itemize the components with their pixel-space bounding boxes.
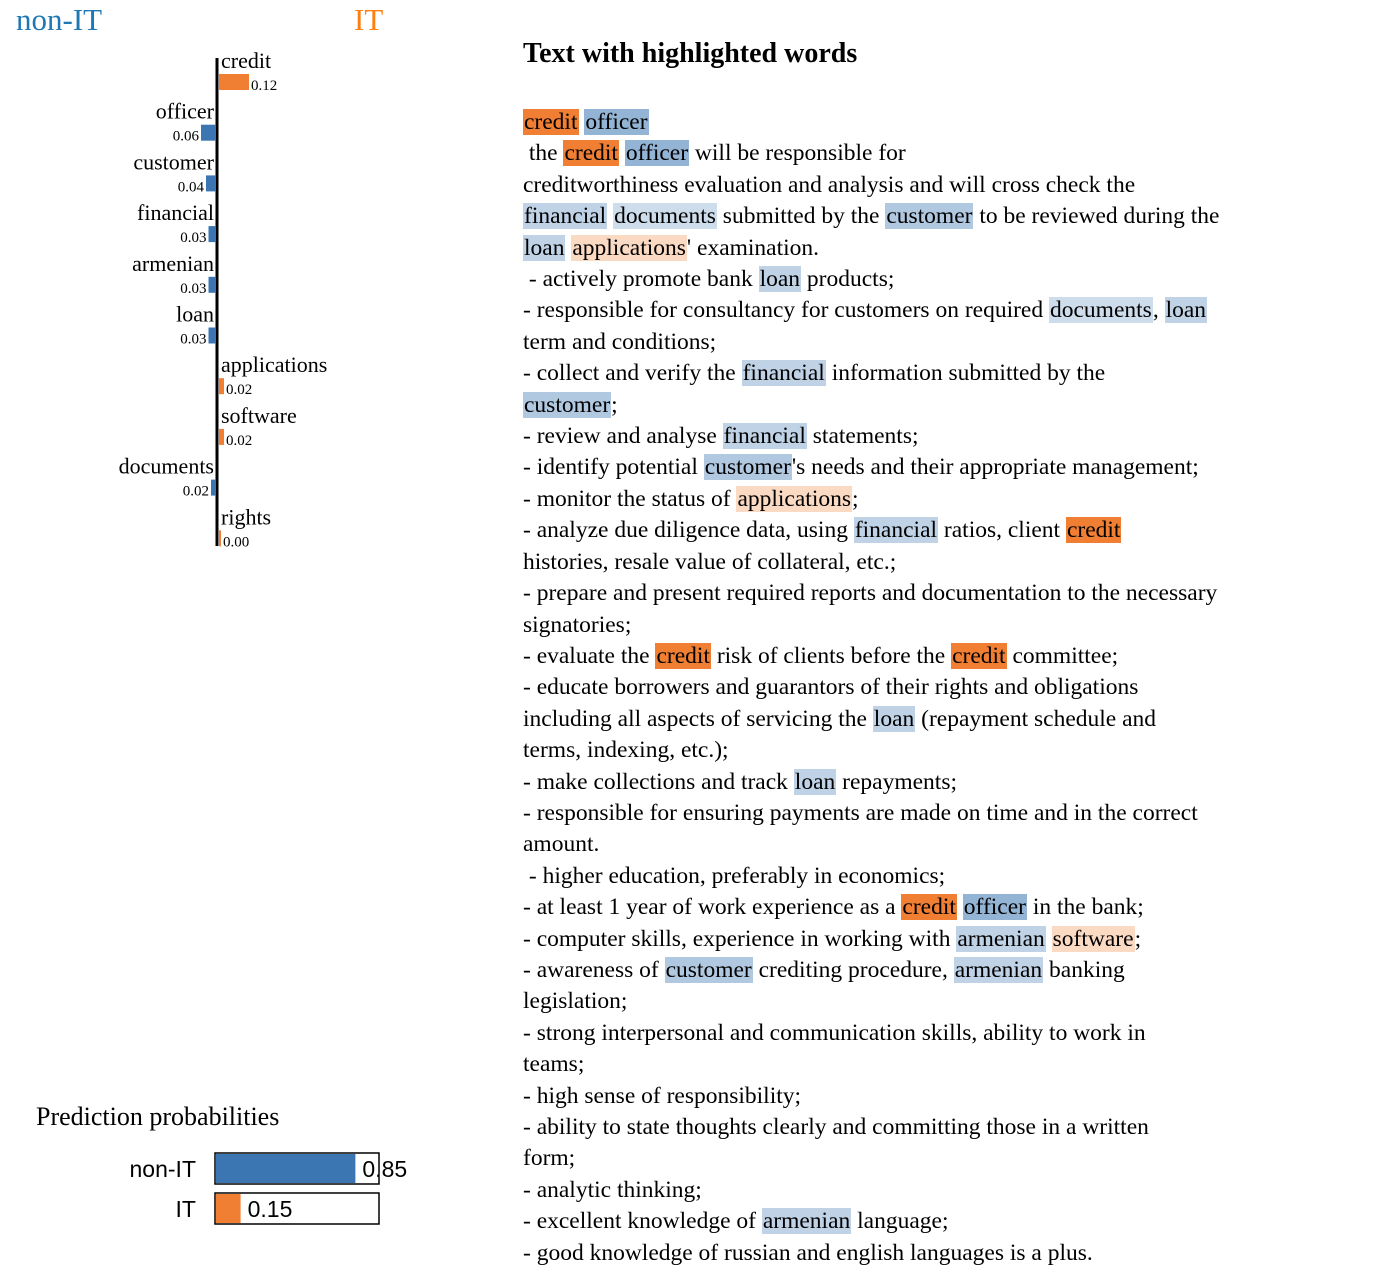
prob-label-it: IT xyxy=(175,1196,196,1222)
feature-weights-chart xyxy=(0,0,500,560)
weight-label-software: software xyxy=(221,402,297,428)
highlighted-word-financial: financial xyxy=(742,360,825,387)
weight-label-credit: credit xyxy=(221,48,272,73)
prob-frame-it xyxy=(215,1193,379,1224)
highlighted-word-financial: financial xyxy=(854,517,938,544)
weight-bar-documents xyxy=(211,480,216,496)
highlighted-word-customer: customer xyxy=(886,203,973,230)
highlighted-word-armenian: armenian xyxy=(957,925,1045,952)
weight-bar-loan xyxy=(209,328,217,344)
highlighted-word-armenian: armenian xyxy=(762,1208,851,1235)
prob-label-non-it: non-IT xyxy=(129,1156,196,1182)
weight-bar-applications xyxy=(219,378,224,394)
highlighted-word-applications: applications xyxy=(572,234,686,261)
highlighted-word-credit: credit xyxy=(952,642,1006,669)
highlighted-word-officer: officer xyxy=(585,109,648,135)
highlighted-word-documents: documents xyxy=(1050,297,1152,324)
highlighted-word-loan: loan xyxy=(759,266,801,293)
weight-label-financial: financial xyxy=(137,200,214,226)
weight-value-rights: 0.00 xyxy=(223,534,250,551)
weight-bar-officer xyxy=(201,125,216,141)
weight-label-rights: rights xyxy=(221,504,272,530)
highlighted-word-applications: applications xyxy=(737,485,851,512)
highlighted-word-officer: officer xyxy=(625,140,689,167)
highlighted-word-credit: credit xyxy=(564,140,618,167)
prob-bar-it xyxy=(216,1194,241,1223)
weight-value-officer: 0.06 xyxy=(172,128,199,145)
weight-value-financial: 0.03 xyxy=(180,230,207,247)
weight-value-loan: 0.03 xyxy=(180,331,207,348)
weight-label-applications: applications xyxy=(221,352,328,378)
weight-label-armenian: armenian xyxy=(132,250,214,276)
weight-label-officer: officer xyxy=(155,98,214,124)
prob-bar-non-it xyxy=(216,1154,355,1183)
weight-label-customer: customer xyxy=(133,149,214,175)
weight-bar-rights xyxy=(219,530,221,546)
highlighted-word-credit: credit xyxy=(902,894,956,921)
prob-value-non-it: 0.85 xyxy=(362,1156,408,1182)
prob-frame-non-it xyxy=(215,1153,379,1184)
weight-bar-credit xyxy=(219,74,249,90)
highlighted-word-credit: credit xyxy=(524,109,578,135)
highlighted-word-financial: financial xyxy=(524,203,607,230)
highlighted-word-loan: loan xyxy=(524,234,565,261)
highlighted-word-documents: documents xyxy=(614,203,716,230)
weight-bar-software xyxy=(219,429,224,445)
highlighted-text-title: Text with highlighted words xyxy=(523,38,858,69)
highlighted-text-body: credit officer the credit officer will be responsible for creditworthiness evaluation and analysis and will cross check the financial documents submitted by the customer to be reviewed during the loan applications' examination. - actively promote bank loan products; - responsible for consultancy for customers on required documents, loan term and conditions; - collect and verify the financial information submitted by the customer; - review and analyse financial statements; - identify potential customer's needs and their appropriate management; - monitor the status of applications; - analyze due diligence data, using financial ratios, client credit histories, resale value of collateral, etc.; - prepare and present required reports and documentation to the necessary signatories; - evaluate the credit risk of clients before the credit committee; - educate borrowers and guarantors of their rights and obligations including all aspects of servicing the loan (repayment schedule and terms, indexing, etc.); - make collections and track loan repayments; - responsible for ensuring payments are made on time and in the correct amount. - higher education, preferably in economics; - at least 1 year of work experience as a credit officer in the bank; - computer skills, experience in working with armenian software; - awareness of customer crediting procedure, armenian banking legislation; - strong interpersonal and communication skills, ability to work in teams; - high sense of responsibility; - ability to state thoughts clearly and committing those in a written form; - analytic thinking; - excellent knowledge of armenian language; - good knowledge of russian and english languages is a plus. xyxy=(523,109,1220,1266)
highlighted-word-loan: loan xyxy=(1165,297,1207,324)
highlighted-word-credit: credit xyxy=(1066,517,1121,544)
highlighted-word-loan: loan xyxy=(873,705,915,732)
weight-label-documents: documents xyxy=(118,453,214,479)
highlighted-word-armenian: armenian xyxy=(954,956,1043,983)
weight-bar-armenian xyxy=(209,277,217,293)
weight-bar-financial xyxy=(209,226,217,242)
highlighted-word-loan: loan xyxy=(794,768,836,795)
highlighted-word-software: software xyxy=(1052,925,1134,952)
legend-non-it: non-IT xyxy=(16,2,103,37)
highlighted-word-customer: customer xyxy=(524,391,611,418)
weight-value-credit: 0.12 xyxy=(251,78,278,94)
highlighted-word-customer: customer xyxy=(665,956,752,983)
highlighted-word-financial: financial xyxy=(723,423,806,450)
weight-value-applications: 0.02 xyxy=(226,382,253,399)
weight-value-documents: 0.02 xyxy=(182,483,209,500)
prob-value-it: 0.15 xyxy=(247,1196,293,1222)
weight-bar-customer xyxy=(206,175,216,191)
weight-label-loan: loan xyxy=(176,301,214,327)
prediction-probabilities-title: Prediction probabilities xyxy=(36,1102,280,1131)
weight-value-customer: 0.04 xyxy=(177,179,204,196)
weight-value-armenian: 0.03 xyxy=(180,280,207,297)
weight-value-software: 0.02 xyxy=(226,432,253,449)
highlighted-word-officer: officer xyxy=(963,894,1026,921)
highlighted-word-credit: credit xyxy=(656,642,710,669)
highlighted-word-customer: customer xyxy=(704,454,791,481)
legend-it: IT xyxy=(354,2,384,37)
